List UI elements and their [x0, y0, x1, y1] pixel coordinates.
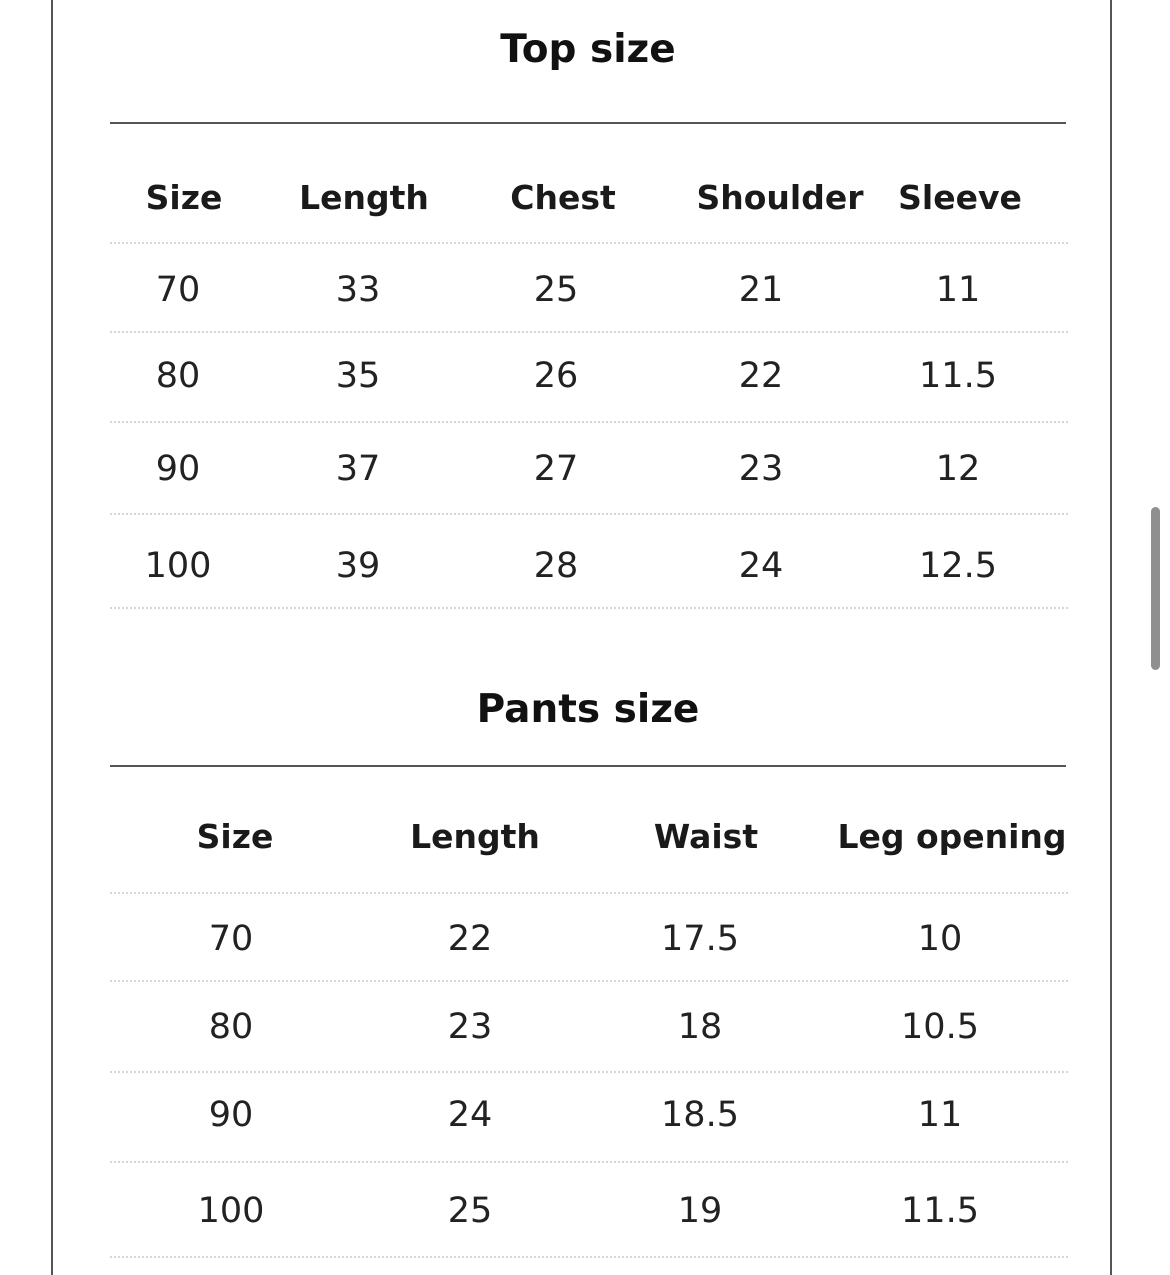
top-size-divider [110, 122, 1066, 124]
table-cell: 11 [935, 270, 981, 310]
row-separator [110, 1161, 1068, 1163]
table-cell: 70 [155, 270, 201, 310]
table-cell: 12.5 [919, 546, 997, 586]
row-separator [110, 513, 1068, 515]
table-cell: 80 [155, 356, 201, 396]
column-header: Length [299, 178, 429, 217]
column-header: Sleeve [898, 178, 1022, 217]
row-separator [110, 242, 1068, 244]
table-cell: 90 [155, 449, 201, 489]
table-cell: 11 [917, 1095, 963, 1135]
table-cell: 12 [935, 449, 981, 489]
row-separator [110, 1256, 1068, 1258]
left-border [51, 0, 53, 1275]
table-cell: 23 [738, 449, 784, 489]
table-cell: 23 [447, 1007, 493, 1047]
column-header: Chest [510, 178, 616, 217]
table-cell: 18 [677, 1007, 723, 1047]
row-separator [110, 607, 1068, 609]
table-cell: 17.5 [661, 919, 739, 959]
table-cell: 39 [335, 546, 381, 586]
table-cell: 100 [144, 546, 212, 586]
table-cell: 80 [208, 1007, 254, 1047]
row-separator [110, 1071, 1068, 1073]
table-cell: 24 [738, 546, 784, 586]
table-cell: 11.5 [901, 1191, 979, 1231]
row-separator [110, 331, 1068, 333]
table-cell: 10.5 [901, 1007, 979, 1047]
table-cell: 21 [738, 270, 784, 310]
column-header: Size [145, 178, 223, 217]
table-cell: 25 [447, 1191, 493, 1231]
table-cell: 22 [738, 356, 784, 396]
table-cell: 24 [447, 1095, 493, 1135]
table-cell: 37 [335, 449, 381, 489]
row-separator [110, 980, 1068, 982]
table-cell: 22 [447, 919, 493, 959]
row-separator [110, 892, 1068, 894]
pants-size-title: Pants size [476, 687, 700, 732]
column-header: Length [410, 817, 540, 856]
table-cell: 35 [335, 356, 381, 396]
table-cell: 100 [197, 1191, 265, 1231]
table-cell: 28 [533, 546, 579, 586]
table-cell: 26 [533, 356, 579, 396]
table-cell: 90 [208, 1095, 254, 1135]
column-header: Shoulder [696, 178, 864, 217]
table-cell: 10 [917, 919, 963, 959]
table-cell: 27 [533, 449, 579, 489]
table-cell: 11.5 [919, 356, 997, 396]
right-border [1110, 0, 1112, 1275]
table-cell: 18.5 [661, 1095, 739, 1135]
column-header: Size [196, 817, 274, 856]
pants-size-divider [110, 765, 1066, 767]
table-cell: 33 [335, 270, 381, 310]
table-cell: 19 [677, 1191, 723, 1231]
scrollbar-thumb[interactable] [1151, 507, 1160, 670]
table-cell: 70 [208, 919, 254, 959]
column-header: Leg opening [837, 817, 1067, 856]
column-header: Waist [653, 817, 759, 856]
row-separator [110, 421, 1068, 423]
top-size-title: Top size [500, 27, 676, 72]
table-cell: 25 [533, 270, 579, 310]
